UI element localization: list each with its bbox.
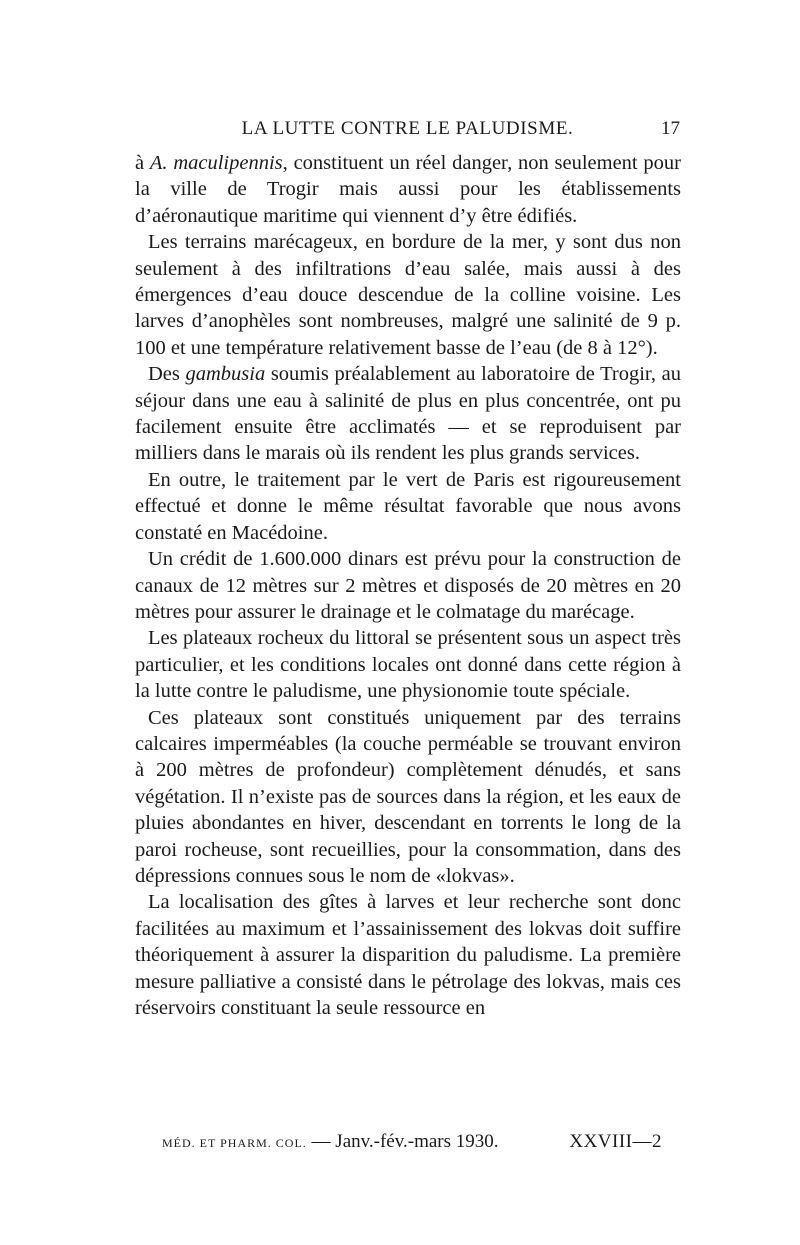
paragraph xyxy=(135,229,681,361)
text-run: Ces plateaux sont constitués uniquement par des terrains calcaires imperméables (la couche perméable se trouvant environ à 200 mètres de profondeur) complètement dénudés, et sans végétation. Il n’existe pas de sources dans la région, et les eaux de pluies abondantes en hiver, descendant en torrents le long de la paroi rocheuse, sont recueillies, pour la consommation, dans des dépressions connues sous le nom de «lokvas». xyxy=(135,706,681,887)
text-run: Les terrains marécageux, en bordure de la mer, y sont dus non seulement à des infiltrations d’eau salée, mais aussi à des émergences d’eau douce descendue de la colline voisine. Les larves d’anophèles sont nombreuses, malgré une salinité de 9 p. 100 et une température relativement basse de l’eau (de 8 à 12°). xyxy=(135,231,681,359)
page-header xyxy=(135,118,680,148)
paragraph xyxy=(135,705,681,890)
text-run: La localisation des gîtes à larves et leur recherche sont donc facilitées au maximum et l’assainissement des lokvas doit suffire théoriquement à assurer la disparition du paludisme. La première mesure palliative a consisté dans le pétrolage des lokvas, mais ces réservoirs constituant la seule ressource en xyxy=(135,891,681,1019)
text-run: , constituent un réel danger, non seulement pour la ville de Trogir mais aussi pour les établissements d’aéronautique maritime qui viennent d’y être édifiés. xyxy=(135,152,681,227)
italic-term: gambusia xyxy=(185,363,266,386)
journal-abbreviation: MÉD. ET PHARM. COL. xyxy=(162,1136,307,1150)
page-number: 17 xyxy=(661,118,680,139)
issue-date: — Janv.-fév.-mars 1930. xyxy=(311,1131,499,1152)
text-run: Un crédit de 1.600.000 dinars est prévu pour la construction de canaux de 12 mètres sur 2 mètres et disposés de 20 mètres en 20 mètres pour assurer le drainage et le colmatage du marécage. xyxy=(135,548,681,623)
text-run: Les plateaux rocheux du littoral se présentent sous un aspect très particulier, et les conditions locales ont donné dans cette région à la lutte contre le paludisme, une physionomie toute spéciale. xyxy=(135,627,681,703)
text-run: à xyxy=(135,152,150,174)
paragraph xyxy=(135,150,681,229)
signature-mark: XXVIII—2 xyxy=(569,1131,662,1152)
paragraph xyxy=(135,361,681,467)
text-run: soumis préalablement au laboratoire de Trogir, au séjour dans une eau à salinité de plus en plus concentrée, ont pu facilement ensuite être acclimatés — et se reproduisent par milliers dans le marais où ils rendent les plus grands services. xyxy=(135,363,681,465)
running-title: LA LUTTE CONTRE LE PALUDISME. xyxy=(241,118,574,139)
page-footer xyxy=(162,1131,662,1159)
footer-journal xyxy=(162,1131,499,1153)
text-run: Des xyxy=(148,363,186,386)
paragraph xyxy=(135,625,681,704)
text-run: En outre, le traitement par le vert de Paris est rigoureusement effectué et donne le même résultat favorable que nous avons constaté en Macédoine. xyxy=(135,468,681,544)
italic-term: A. maculipennis xyxy=(149,152,283,174)
paragraph xyxy=(135,546,681,625)
paragraph xyxy=(135,889,681,1021)
body-text xyxy=(135,150,681,1021)
paragraph xyxy=(135,467,681,546)
